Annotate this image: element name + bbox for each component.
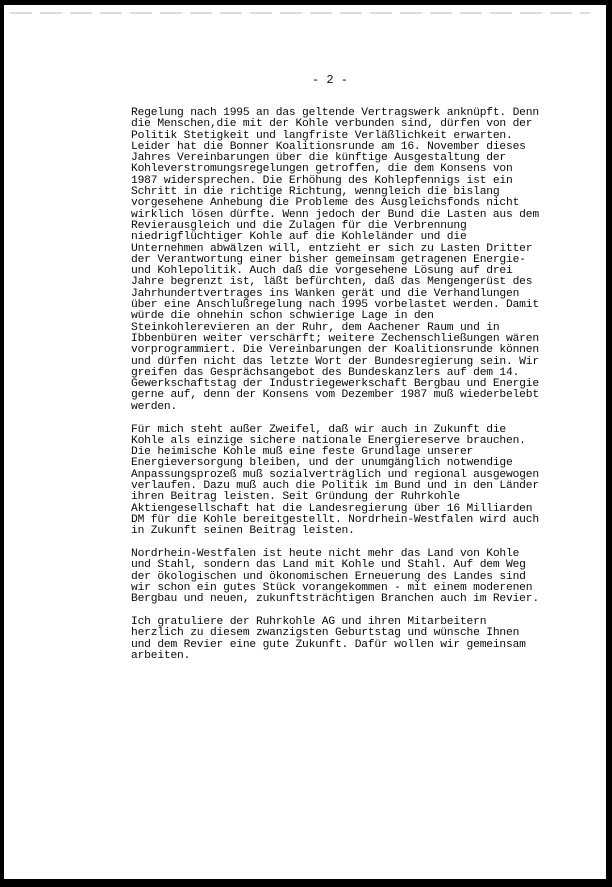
text-line: Kohleverstromungsregelungen getroffen, die dem Konsens von — [131, 163, 513, 176]
text-line: Regelung nach 1995 an das geltende Vertragswerk anknüpft. Denn — [131, 107, 539, 119]
page-number: - 2 - — [312, 73, 349, 87]
text-line: und Kohlepolitik. Auch daß die vorgesehene Lösung auf drei — [131, 265, 513, 278]
text-line: Für mich steht außer Zweifel, daß wir auch in Zukunft die — [131, 423, 507, 436]
text-line: und Stahl, sondern das Land mit Kohle und Stahl. Auf dem Weg — [131, 559, 526, 572]
paragraph-2 — [131, 425, 566, 538]
text-line: 1987 widersprechen. Die Erhöhung des Kohlepfennigs ist ein — [131, 174, 513, 187]
text-line: würde die ohnehin schon schwierige Lage in den — [131, 310, 434, 323]
text-line: Steinkohlerevieren an der Ruhr, dem Aachener Raum und in — [131, 321, 500, 334]
text-line: Unternehmen abwälzen will, entzieht er sich zu Lasten Dritter — [131, 242, 533, 255]
text-line: DM für die Kohle bereitgestellt. Nordrhein-Westfalen wird auch — [131, 513, 539, 526]
text-line: Jahres Vereinbarungen über die künftige Ausgestaltung der — [131, 152, 507, 165]
text-line: niedrigflüchtiger Kohle auf die Kohleländer und die — [131, 231, 467, 244]
paragraph-1 — [131, 108, 566, 413]
text-line: Bergbau und neuen, zukunftsträchtigen Branchen auch im Revier. — [131, 593, 539, 606]
text-line: Kohle als einzige sichere nationale Energiereserve brauchen. — [131, 434, 526, 447]
text-line: Energieversorgung bleiben, und der unumgänglich notwendige — [131, 457, 513, 470]
scan-artifact — [10, 12, 590, 14]
text-line: arbeiten. — [131, 649, 191, 662]
text-line: greifen das Gesprächsangebot des Bundeskanzlers auf dem 14. — [131, 366, 520, 379]
paragraph-4 — [131, 617, 566, 662]
text-line: über eine Anschlußregelung nach 1995 vorbelastet werden. Damit — [131, 299, 539, 312]
text-line: Nordrhein-Westfalen ist heute nicht mehr das Land von Kohle — [131, 547, 520, 560]
text-line: herzlich zu diesem zwanzigsten Geburtstag und wünsche Ihnen — [131, 627, 520, 640]
text-line: und dürfen nicht das letzte Wort der Bundesregierung sein. Wir — [131, 355, 539, 368]
text-line: Schritt in die richtige Richtung, wenngleich die bislang — [131, 186, 500, 199]
text-line: Jahrhundertvertrages ins Wanken gerät und die Verhandlungen — [131, 287, 520, 300]
text-line: wirklich lösen dürfte. Wenn jedoch der Bund die Lasten aus dem — [131, 208, 539, 221]
text-line: Die heimische Kohle muß eine feste Grundlage unserer — [131, 446, 474, 459]
text-line: in Zukunft seinen Beitrag leisten. — [131, 525, 355, 538]
text-line: Aktiengesellschaft hat die Landesregierung über 16 Milliarden — [131, 502, 533, 515]
text-line: vorprogrammiert. Die Vereinbarungen der Koalitionsrunde können — [131, 344, 539, 357]
text-line: verlaufen. Dazu muß auch die Politik im Bund und in den Länder — [131, 480, 539, 492]
text-line: Anpassungsprozeß muß sozialverträglich und regional ausgewogen — [131, 468, 539, 481]
text-line: Politik Stetigkeit und langfriste Verläßlichkeit erwarten. — [131, 129, 513, 142]
text-line: Gewerkschaftstag der Industriegewerkschaft Bergbau und Energie — [131, 378, 539, 391]
paragraph-3 — [131, 549, 566, 605]
text-line: gerne auf, denn der Konsens vom Dezember 1987 muß wiederbelebt — [131, 389, 539, 402]
text-line: Ich gratuliere der Ruhrkohle AG und ihren Mitarbeitern — [131, 615, 487, 628]
text-line: Ibbenbüren weiter verschärft; weitere Zechenschließungen wären — [131, 332, 539, 345]
text-line: der ökologischen und ökonomischen Erneuerung des Landes sind — [131, 570, 526, 583]
text-line: ihren Beitrag leisten. Seit Gründung der Ruhrkohle — [131, 491, 460, 504]
text-line: Jahre begrenzt ist, läßt befürchten, daß das Mengengerüst des — [131, 276, 533, 289]
text-line: werden. — [131, 400, 178, 413]
document-body — [131, 108, 566, 674]
text-line: die Menschen,die mit der Kohle verbunden sind, dürfen von der — [131, 118, 533, 131]
text-line: Leider hat die Bonner Koalitionsrunde am 16. November dieses — [131, 140, 526, 153]
text-line: wir schon ein gutes Stück vorangekommen - mit einem moderenen — [131, 581, 533, 594]
text-line: der Verantwortung einer bisher gemeinsam getragenen Energie- — [131, 253, 526, 266]
text-line: vorgesehene Anhebung die Probleme des Ausgleichsfonds nicht — [131, 197, 520, 210]
text-line: Revierausgleich und die Zulagen für die Verbrennung — [131, 219, 467, 232]
text-line: und dem Revier eine gute Zukunft. Dafür wollen wir gemeinsam — [131, 638, 526, 651]
